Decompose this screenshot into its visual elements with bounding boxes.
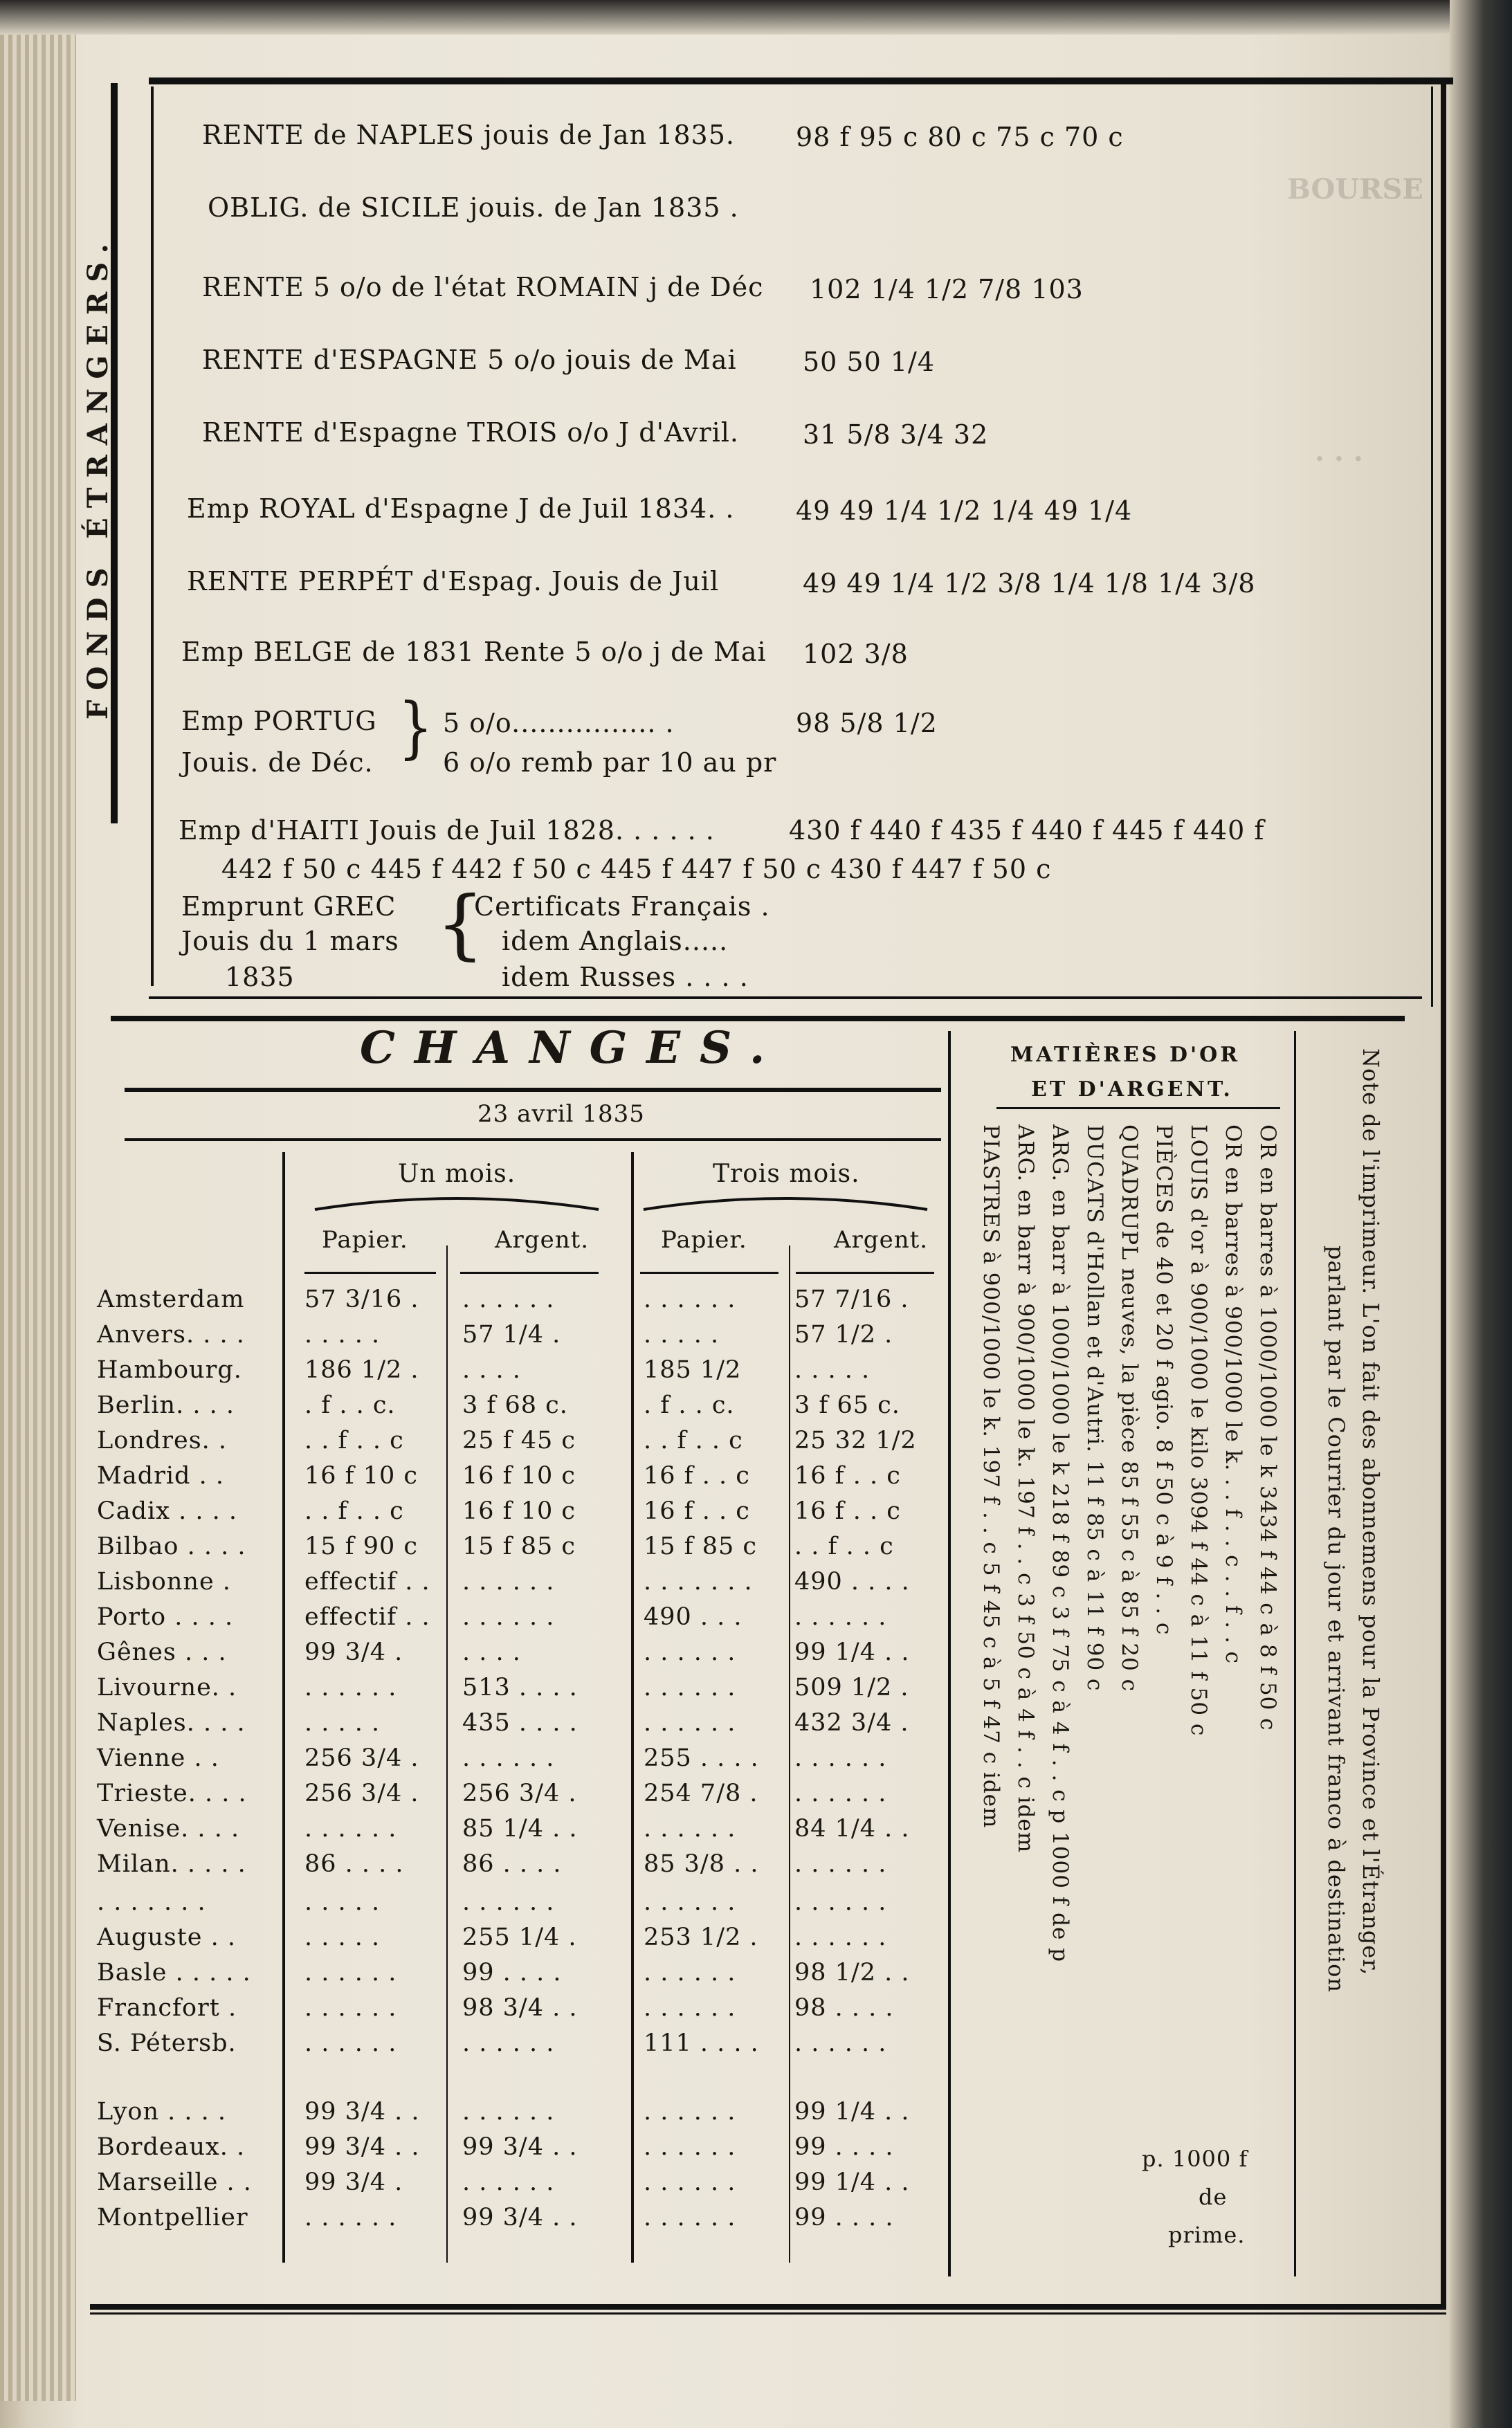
rente-espagne-3-label: RENTE d'Espagne TROIS o/o J d'Avril. — [202, 417, 739, 448]
cell-un-mois-argent: . . . . . . — [462, 1744, 555, 1772]
cell-trois-mois-papier: . . . . . . — [644, 1815, 736, 1843]
header-underline — [304, 1272, 436, 1274]
idem-russes: idem Russes . . . . — [502, 962, 749, 992]
matieres-title-rule — [996, 1107, 1280, 1109]
cell-un-mois-papier: 186 1/2 . — [304, 1356, 419, 1384]
cell-un-mois-papier: 256 3/4 . — [304, 1744, 419, 1772]
matieres-line: OR en barres à 1000/1000 le k 3434 f 44 c à 8 f 50 c — [1255, 1124, 1280, 1731]
cell-un-mois-papier: . . . . . — [304, 1321, 381, 1349]
cell-un-mois-argent: 25 f 45 c — [462, 1427, 576, 1454]
changes-top-rule — [111, 1016, 1405, 1021]
matieres-right-rule — [1294, 1031, 1296, 2276]
cell-un-mois-papier: effectif . . — [304, 1603, 430, 1631]
certificats-francais: Certificats Français . — [474, 891, 770, 922]
idem-anglais: idem Anglais..... — [502, 926, 729, 956]
cell-trois-mois-papier: . f . . c. — [644, 1391, 735, 1419]
cell-place: Bilbao . . . . — [97, 1533, 246, 1560]
prime-label-3: prime. — [1168, 2222, 1246, 2248]
changes-date-rule — [125, 1138, 941, 1141]
cell-place: Madrid . . — [97, 1462, 224, 1490]
cell-trois-mois-argent: 25 32 1/2 — [794, 1427, 917, 1454]
emprunt-grec-jouis: Jouis du 1 mars — [181, 926, 399, 956]
emp-royal-espagne-label: Emp ROYAL d'Espagne J de Juil 1834. . — [187, 493, 735, 524]
cell-trois-mois-papier: . . . . . . — [644, 1959, 736, 1987]
matieres-line: ARG. en barr à 1000/1000 le k 218 f 89 c 3 f 75 c à 4 f . . c p 1000 f de p — [1048, 1124, 1073, 1963]
table-col-rule — [789, 1245, 790, 2263]
cell-place: Francfort . — [97, 1994, 237, 2022]
cell-un-mois-argent: 99 3/4 . . — [462, 2133, 578, 2161]
emprunt-grec-label: Emprunt GREC — [181, 891, 397, 922]
cell-un-mois-argent: . . . . . . — [462, 2029, 555, 2057]
cell-trois-mois-papier: . . . . . . — [644, 2133, 736, 2161]
oblig-sicile-label: OBLIG. de SICILE jouis. de Jan 1835 . — [208, 192, 739, 223]
cell-place: Cadix . . . . — [97, 1497, 237, 1525]
cell-un-mois-papier: 57 3/16 . — [304, 1286, 419, 1313]
emp-royal-espagne-quotes: 49 49 1/4 1/2 1/4 49 1/4 — [796, 495, 1133, 526]
matieres-line: QUADRUPL neuves, la pièce 85 f 55 c à 85 f 20 c — [1117, 1124, 1142, 1692]
rente-naples-label: RENTE de NAPLES jouis de Jan 1835. — [202, 120, 735, 150]
cell-un-mois-papier: . . . . . — [304, 1888, 381, 1916]
cell-place: Trieste. . . . — [97, 1780, 247, 1807]
cell-trois-mois-argent: . . . . . . — [794, 1850, 887, 1878]
cell-un-mois-argent: 435 . . . . — [462, 1709, 578, 1737]
matieres-line: DUCATS d'Hollan et d'Autri. 11 f 85 c à 11 f 90 c — [1082, 1124, 1107, 1692]
trois-mois-header: Trois mois. — [713, 1160, 860, 1188]
matieres-line: PIÈCES de 40 et 20 f agio. 8 f 50 c à 9 f . . c — [1151, 1124, 1176, 1636]
cell-un-mois-argent: 86 . . . . — [462, 1850, 562, 1878]
cell-trois-mois-argent: 16 f . . c — [794, 1497, 901, 1525]
cell-trois-mois-argent: . . f . . c — [794, 1533, 894, 1560]
cell-trois-mois-argent: 84 1/4 . . — [794, 1815, 910, 1843]
changes-title-rule — [125, 1088, 941, 1092]
rente-perpet-quotes: 49 49 1/4 1/2 3/8 1/4 1/8 1/4 3/8 — [803, 568, 1256, 599]
trois-mois-argent-header: Argent. — [834, 1226, 929, 1254]
cell-un-mois-papier: . . . . . . — [304, 1815, 397, 1843]
cell-place: Milan. . . . . — [97, 1850, 246, 1878]
cell-trois-mois-papier: 490 . . . — [644, 1603, 743, 1631]
cell-un-mois-papier: 86 . . . . — [304, 1850, 404, 1878]
cell-trois-mois-argent: . . . . . . — [794, 1924, 887, 1951]
cell-un-mois-argent: . . . . . . — [462, 1568, 555, 1596]
cell-place: Basle . . . . . — [97, 1959, 251, 1987]
cell-place: Porto . . . . — [97, 1603, 234, 1631]
cell-un-mois-argent: 15 f 85 c — [462, 1533, 576, 1560]
table-col-rule — [948, 1031, 951, 2276]
header-underline — [796, 1272, 934, 1274]
cell-un-mois-argent: 16 f 10 c — [462, 1462, 576, 1490]
cell-trois-mois-papier: 16 f . . c — [644, 1462, 750, 1490]
emp-portug-quotes: 98 5/8 1/2 — [796, 708, 938, 738]
cell-place: Bordeaux. . — [97, 2133, 246, 2161]
changes-title: CHANGES. — [360, 1022, 785, 1074]
cell-trois-mois-argent: . . . . . . — [794, 1603, 887, 1631]
cell-un-mois-papier: 99 3/4 . . — [304, 2098, 420, 2126]
cell-place: Montpellier — [97, 2204, 248, 2231]
cell-trois-mois-argent: 98 1/2 . . — [794, 1959, 910, 1987]
prime-label-2: de — [1199, 2184, 1228, 2210]
portug-brace: } — [398, 688, 434, 767]
cell-place: S. Pétersb. — [97, 2029, 237, 2057]
cell-trois-mois-papier: . . f . . c — [644, 1427, 743, 1454]
cell-un-mois-papier: . f . . c. — [304, 1391, 396, 1419]
cell-un-mois-argent: 98 3/4 . . — [462, 1994, 578, 2022]
matieres-line: ARG. en barr à 900/1000 le k. 197 f . . c 3 f 50 c à 4 f . . c idem — [1013, 1124, 1038, 1854]
cell-un-mois-argent: . . . . . . — [462, 1286, 555, 1313]
cell-un-mois-papier: . . f . . c — [304, 1497, 404, 1525]
cell-place: Auguste . . — [97, 1924, 237, 1951]
cell-trois-mois-argent: 432 3/4 . — [794, 1709, 909, 1737]
frame-inner-left-rule — [151, 86, 154, 986]
header-underline — [640, 1272, 778, 1274]
cell-un-mois-argent: 99 3/4 . . — [462, 2204, 578, 2231]
emp-portug-jouis: Jouis. de Déc. — [181, 747, 374, 778]
bleed-through: · · · — [1315, 443, 1363, 475]
cell-place: Londres. . — [97, 1427, 228, 1454]
cell-trois-mois-argent: 99 . . . . — [794, 2133, 894, 2161]
cell-un-mois-argent: 85 1/4 . . — [462, 1815, 578, 1843]
rente-romain-label: RENTE 5 o/o de l'état ROMAIN j de Déc — [202, 272, 764, 302]
fonds-bottom-rule — [149, 996, 1422, 999]
cell-trois-mois-papier: . . . . . — [644, 1321, 720, 1349]
trois-mois-swash — [640, 1190, 931, 1218]
rente-espagne-3-quotes: 31 5/8 3/4 32 — [803, 419, 989, 450]
cell-un-mois-papier: . . f . . c — [304, 1427, 404, 1454]
cell-un-mois-papier: 99 3/4 . . — [304, 2133, 420, 2161]
rente-espagne-5-quotes: 50 50 1/4 — [803, 347, 936, 377]
un-mois-swash — [311, 1190, 602, 1218]
cell-un-mois-papier: 99 3/4 . — [304, 1639, 403, 1666]
emp-portug-label: Emp PORTUG — [181, 706, 377, 736]
cell-trois-mois-argent: 99 1/4 . . — [794, 1639, 910, 1666]
cell-trois-mois-papier: . . . . . . . — [644, 1568, 753, 1596]
emp-haiti-label: Emp d'HAITI Jouis de Juil 1828. . . . . . — [179, 815, 715, 846]
un-mois-header: Un mois. — [398, 1160, 516, 1188]
cell-un-mois-papier: 16 f 10 c — [304, 1462, 419, 1490]
un-mois-papier-header: Papier. — [322, 1226, 408, 1254]
cell-un-mois-papier: . . . . . . — [304, 1994, 397, 2022]
cell-trois-mois-argent: . . . . . . — [794, 2029, 887, 2057]
cell-un-mois-papier: . . . . . . — [304, 2029, 397, 2057]
frame-top-rule — [149, 77, 1453, 84]
cell-trois-mois-papier: . . . . . . — [644, 2169, 736, 2196]
prime-label-1: p. 1000 f — [1142, 2146, 1248, 2172]
cell-place: Gênes . . . — [97, 1639, 227, 1666]
header-underline — [460, 1272, 599, 1274]
cell-trois-mois-argent: 99 1/4 . . — [794, 2169, 910, 2196]
cell-un-mois-argent: 256 3/4 . — [462, 1780, 577, 1807]
emp-belge-label: Emp BELGE de 1831 Rente 5 o/o j de Mai — [181, 637, 767, 667]
cell-un-mois-argent: 513 . . . . — [462, 1674, 578, 1701]
cell-trois-mois-papier: . . . . . . — [644, 1639, 736, 1666]
cell-place: Hambourg. — [97, 1356, 242, 1384]
cell-un-mois-argent: . . . . — [462, 1639, 521, 1666]
section-heading-fonds-etrangers: FONDS ÉTRANGERS. — [82, 234, 114, 720]
emp-haiti-quotes-1: 430 f 440 f 435 f 440 f 445 f 440 f — [789, 815, 1265, 846]
cell-trois-mois-argent: 490 . . . . — [794, 1568, 910, 1596]
cell-un-mois-argent: 99 . . . . — [462, 1959, 562, 1987]
cell-trois-mois-papier: 111 . . . . — [644, 2029, 759, 2057]
cell-un-mois-papier: . . . . . — [304, 1709, 381, 1737]
cell-un-mois-argent: 3 f 68 c. — [462, 1391, 568, 1419]
cell-trois-mois-papier: . . . . . . — [644, 2204, 736, 2231]
page-stack — [0, 35, 76, 2401]
cell-place: Lisbonne . — [97, 1568, 231, 1596]
cell-trois-mois-papier: . . . . . . — [644, 1674, 736, 1701]
cell-un-mois-papier: effectif . . — [304, 1568, 430, 1596]
bleed-through: BOURSE — [1287, 173, 1423, 206]
cell-un-mois-argent: . . . . . . — [462, 2098, 555, 2126]
cell-trois-mois-papier: 85 3/8 . . — [644, 1850, 759, 1878]
cell-trois-mois-argent: 99 1/4 . . — [794, 2098, 910, 2126]
cell-trois-mois-papier: 253 1/2 . — [644, 1924, 758, 1951]
cell-un-mois-argent: 16 f 10 c — [462, 1497, 576, 1525]
cell-place: Berlin. . . . — [97, 1391, 235, 1419]
cell-trois-mois-papier: 16 f . . c — [644, 1497, 750, 1525]
cell-place: Vienne . . — [97, 1744, 219, 1772]
frame-right-rule — [1441, 83, 1446, 2304]
cell-un-mois-papier: . . . . . . — [304, 1959, 397, 1987]
rente-perpet-label: RENTE PERPÉT d'Espag. Jouis de Juil — [187, 566, 720, 596]
cell-place: Venise. . . . — [97, 1815, 240, 1843]
table-col-rule — [631, 1152, 634, 2263]
emp-portug-option-5: 5 o/o................ . — [443, 708, 675, 738]
cell-place: Anvers. . . . — [97, 1321, 245, 1349]
rente-romain-quotes: 102 1/4 1/2 7/8 103 — [810, 274, 1084, 304]
cell-trois-mois-papier: . . . . . . — [644, 1286, 736, 1313]
emp-haiti-quotes-2: 442 f 50 c 445 f 442 f 50 c 445 f 447 f 50 c 430 f 447 f 50 c — [221, 854, 1052, 884]
page-bottom-rule — [90, 2304, 1446, 2310]
cell-trois-mois-papier: . . . . . . — [644, 1994, 736, 2022]
emp-portug-option-6: 6 o/o remb par 10 au pr — [443, 747, 777, 778]
emprunt-grec-year: 1835 — [225, 962, 295, 992]
cell-trois-mois-papier: 255 . . . . — [644, 1744, 759, 1772]
matieres-title-1: MATIÈRES D'OR — [1010, 1043, 1241, 1067]
frame-inner-right-rule — [1431, 86, 1433, 1007]
cell-place: Livourne. . — [97, 1674, 237, 1701]
page-bottom-rule-thin — [90, 2312, 1446, 2315]
matieres-line: OR en barres à 900/1000 le k. . . f . . c . . f . . c — [1221, 1124, 1246, 1665]
cell-un-mois-papier: 256 3/4 . — [304, 1780, 419, 1807]
cell-place: Lyon . . . . — [97, 2098, 227, 2126]
cell-trois-mois-papier: 185 1/2 — [644, 1356, 742, 1384]
cell-un-mois-papier: . . . . . . — [304, 1674, 397, 1701]
matieres-title-2: ET D'ARGENT. — [1031, 1077, 1233, 1102]
cell-trois-mois-argent: 16 f . . c — [794, 1462, 901, 1490]
cell-trois-mois-argent: 3 f 65 c. — [794, 1391, 900, 1419]
cell-un-mois-argent: . . . . — [462, 1356, 521, 1384]
cell-un-mois-argent: . . . . . . — [462, 1888, 555, 1916]
cell-trois-mois-argent: 509 1/2 . — [794, 1674, 909, 1701]
cell-trois-mois-papier: 254 7/8 . — [644, 1780, 758, 1807]
printer-note-line-1: Note de l'imprimeur. L'on fait des abonnemens pour la Province et l'Étranger, — [1358, 1048, 1384, 1976]
cell-place: Marseille . . — [97, 2169, 252, 2196]
matieres-line: PIASTRES à 900/1000 le k. 197 f . . c 5 f 45 c à 5 f 47 c idem — [978, 1124, 1003, 1829]
table-col-rule — [282, 1152, 285, 2263]
cell-place: Naples. . . . — [97, 1709, 246, 1737]
cell-un-mois-papier: 15 f 90 c — [304, 1533, 419, 1560]
cell-trois-mois-argent: . . . . . — [794, 1356, 871, 1384]
book-binding — [1450, 0, 1512, 2428]
cell-trois-mois-argent: . . . . . . — [794, 1888, 887, 1916]
cell-un-mois-argent: . . . . . . — [462, 2169, 555, 2196]
cell-trois-mois-papier: . . . . . . — [644, 1888, 736, 1916]
cell-place: Amsterdam — [97, 1286, 245, 1313]
cell-trois-mois-argent: 57 7/16 . — [794, 1286, 909, 1313]
un-mois-argent-header: Argent. — [495, 1226, 590, 1254]
cell-un-mois-argent: . . . . . . — [462, 1603, 555, 1631]
printer-note-line-2: parlant par le Courrier du jour et arrivant franco à destination — [1323, 1245, 1349, 1993]
cell-trois-mois-papier: . . . . . . — [644, 1709, 736, 1737]
cell-un-mois-argent: 57 1/4 . — [462, 1321, 561, 1349]
cell-trois-mois-argent: . . . . . . — [794, 1744, 887, 1772]
cell-trois-mois-argent: 99 . . . . — [794, 2204, 894, 2231]
matieres-line: LOUIS d'or à 900/1000 le kilo 3094 f 44 c à 11 f 50 c — [1186, 1124, 1211, 1737]
changes-date: 23 avril 1835 — [477, 1100, 645, 1128]
book-top-edge — [0, 0, 1512, 35]
rente-espagne-5-label: RENTE d'ESPAGNE 5 o/o jouis de Mai — [202, 345, 737, 375]
cell-place: . . . . . . . — [97, 1888, 206, 1916]
cell-trois-mois-argent: 57 1/2 . — [794, 1321, 893, 1349]
trois-mois-papier-header: Papier. — [661, 1226, 747, 1254]
cell-trois-mois-papier: 15 f 85 c — [644, 1533, 758, 1560]
cell-un-mois-papier: . . . . . . — [304, 2204, 397, 2231]
grec-brace: { — [436, 879, 485, 968]
cell-trois-mois-argent: . . . . . . — [794, 1780, 887, 1807]
cell-un-mois-papier: 99 3/4 . — [304, 2169, 403, 2196]
emp-belge-quotes: 102 3/8 — [803, 639, 909, 669]
cell-un-mois-papier: . . . . . — [304, 1924, 381, 1951]
rente-naples-quotes: 98 f 95 c 80 c 75 c 70 c — [796, 122, 1124, 152]
cell-trois-mois-papier: . . . . . . — [644, 2098, 736, 2126]
cell-un-mois-argent: 255 1/4 . — [462, 1924, 577, 1951]
table-col-rule — [446, 1245, 448, 2263]
cell-trois-mois-argent: 98 . . . . — [794, 1994, 894, 2022]
